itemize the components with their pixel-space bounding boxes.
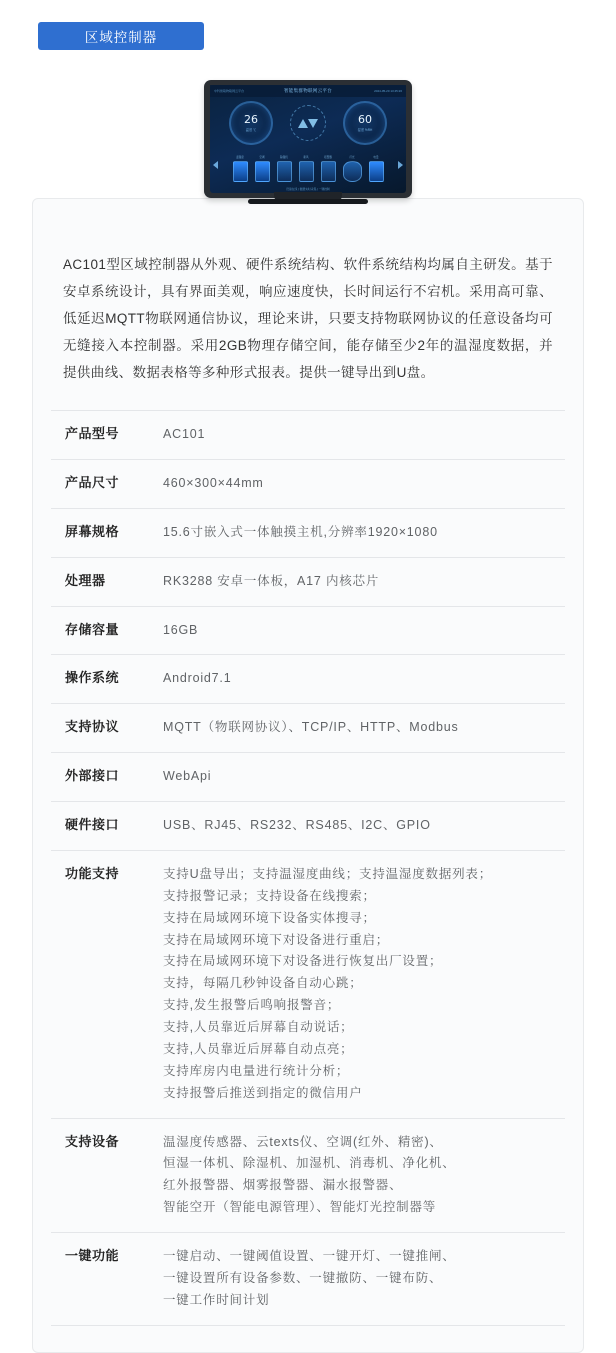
spec-value	[163, 1246, 565, 1312]
spec-value	[163, 1132, 565, 1220]
spec-value-line: Android7.1	[163, 671, 232, 686]
spec-value-line: 支持库房内电量进行统计分析；	[163, 1063, 350, 1078]
table-row	[51, 558, 565, 607]
spec-value-line: 智能空开（智能电源管理）、智能灯光控制器等	[163, 1200, 437, 1215]
table-row	[51, 411, 565, 460]
center-indicator	[283, 102, 333, 144]
spec-key: 一键功能	[65, 1248, 120, 1263]
indicator-ring	[290, 105, 326, 141]
spec-key: 功能支持	[65, 865, 120, 881]
screen-top-right-text: 2024-05-20 13:45:26	[374, 88, 402, 93]
spec-value	[163, 620, 565, 642]
spec-value-line: 支持报警记录；支持设备在线搜索；	[163, 888, 376, 903]
spec-value-line: 15.6寸嵌入式一体触摸主机,分辨率1920×1080	[163, 524, 438, 539]
tablet-screen	[210, 85, 406, 193]
spec-value-line: USB、RJ45、RS232、RS485、I2C、GPIO	[163, 818, 431, 832]
spec-key: 产品型号	[65, 426, 120, 441]
spec-value-line: AC101	[163, 427, 206, 441]
screen-device-icons	[210, 151, 406, 189]
table-row	[51, 851, 565, 1119]
screen-status-bar: 设备在线 | 数据实时采集 | 一键控制	[286, 187, 330, 191]
device-icon-label: 温湿度	[236, 156, 244, 159]
table-row	[51, 753, 565, 802]
spec-key: 支持设备	[65, 1133, 120, 1149]
spec-value-line: 460×300×44mm	[163, 475, 264, 490]
light-icon	[343, 161, 362, 182]
product-intro: AC101型区域控制器从外观、硬件系统结构、软件系统结构均属自主研发。基于安卓系统设计，具有界面美观，响应速度快，长时间运行不宕机。采用高可靠、低延迟MQTT物联网通信协议，理论来讲，只要支持物联网协议的任意设备均可无缝接入本控制器。采用2GB物理存储空间，能存储至少2年的温湿度数据，并提供曲线、数据表格等多种形式报表。提供一键导出到U盘。	[63, 257, 553, 380]
spec-key: 操作系统	[65, 670, 120, 686]
device-icon-tile	[319, 155, 337, 182]
spec-key: 支持协议	[65, 719, 120, 735]
spec-value	[163, 864, 565, 1105]
spec-value-line: RK3288 安卓一体板，A17 内核芯片	[163, 573, 380, 588]
spec-value	[163, 717, 565, 739]
screen-top-left-text: 中科智联物联网云平台	[214, 88, 245, 93]
spec-value-line: 恒湿一体机、除湿机、加湿机、消毒机、净化机、	[163, 1156, 456, 1171]
humidity-unit: 湿度 %RH	[357, 128, 373, 132]
spec-key: 外部接口	[65, 768, 120, 784]
table-row	[51, 655, 565, 704]
spec-value-line: 支持,发生报警后鸣响报警音；	[163, 998, 341, 1013]
spec-value-line: MQTT（物联网协议）、TCP/IP、HTTP、Modbus	[163, 720, 459, 735]
spec-value-line: WebApi	[163, 769, 212, 784]
tablet-device	[204, 80, 412, 208]
fresh-air-icon	[299, 161, 314, 182]
table-row	[51, 460, 565, 509]
product-image	[0, 80, 616, 210]
spec-value-line: 支持在局域网环境下对设备进行恢复出厂设置；	[163, 954, 443, 969]
spec-value	[163, 815, 565, 837]
spec-value	[163, 424, 565, 446]
spec-value-line: 支持U盘导出；支持温湿度曲线；支持温湿度数据列表；	[163, 866, 493, 881]
temperature-value: 26	[244, 113, 258, 126]
device-icon-label: 灯光	[349, 156, 355, 159]
spec-value-line: 支持,人员靠近后屏幕自动说话；	[163, 1020, 354, 1034]
spec-key: 硬件接口	[65, 817, 120, 832]
device-icon-label: 除湿机	[280, 156, 288, 159]
temperature-gauge	[229, 101, 273, 145]
tablet-bezel	[204, 80, 412, 198]
spec-key: 处理器	[65, 572, 106, 588]
spec-value-line: 红外报警器、烟雾报警器、漏水报警器、	[163, 1178, 403, 1193]
device-icon-label: 报警器	[324, 156, 332, 159]
screen-gauges	[210, 101, 406, 145]
alarm-icon	[321, 161, 336, 182]
spec-table	[33, 411, 583, 1326]
spec-value-line: 支持报警后推送到指定的微信用户	[163, 1085, 363, 1100]
spec-value-line: 一键工作时间计划	[163, 1292, 270, 1307]
product-card	[32, 198, 584, 1353]
spec-value	[163, 473, 565, 495]
table-row	[51, 509, 565, 558]
section-title-text: 区域控制器	[84, 30, 158, 45]
spec-value	[163, 668, 565, 690]
spec-value-line: 支持在局域网环境下对设备进行重启；	[163, 932, 390, 947]
device-icon-tile	[297, 155, 315, 182]
spec-value	[163, 766, 565, 788]
spec-value	[163, 522, 565, 544]
device-icon-label: 空调	[259, 156, 265, 159]
dehumidifier-icon	[277, 161, 292, 182]
table-row	[51, 802, 565, 851]
humidity-value: 60	[358, 113, 372, 126]
device-icon-label: 新风	[303, 156, 309, 159]
spec-value-line: 一键启动、一键阈值设置、一键开灯、一键推闸、	[163, 1249, 456, 1263]
screen-title: 智能集群物联网云平台	[284, 88, 332, 93]
spec-value-line: 支持,人员靠近后屏幕自动点亮；	[163, 1041, 354, 1056]
spec-key: 存储容量	[65, 621, 120, 637]
device-icon-tile	[253, 155, 271, 182]
device-icon-label: 电量	[373, 156, 379, 159]
section-title-tag	[38, 22, 204, 50]
temperature-unit: 温度 ℃	[245, 128, 257, 132]
air-conditioner-icon	[255, 161, 270, 182]
device-icon-tile	[231, 155, 249, 182]
spec-value-line: 温湿度传感器、云texts仪、空调(红外、精密)、	[163, 1134, 443, 1149]
spec-value-line: 支持，每隔几秒钟设备自动心跳；	[163, 976, 363, 991]
table-row	[51, 607, 565, 656]
table-row	[51, 1233, 565, 1326]
table-row	[51, 704, 565, 753]
spec-key: 屏幕规格	[65, 523, 120, 539]
power-meter-icon	[369, 161, 384, 182]
spec-value-line: 一键设置所有设备参数、一键撤防、一键布防、	[163, 1270, 443, 1285]
device-icon-tile	[275, 155, 293, 182]
spec-value-line: 16GB	[163, 622, 199, 637]
device-icon-tile	[367, 155, 385, 182]
spec-key: 产品尺寸	[65, 474, 120, 490]
spec-value	[163, 571, 565, 593]
sensor-icon	[233, 161, 248, 182]
device-icon-tile	[341, 155, 363, 182]
humidity-gauge	[343, 101, 387, 145]
spec-value-line: 支持在局域网环境下设备实体搜寻；	[163, 910, 376, 925]
tablet-stand-base	[248, 199, 368, 204]
table-row	[51, 1119, 565, 1234]
